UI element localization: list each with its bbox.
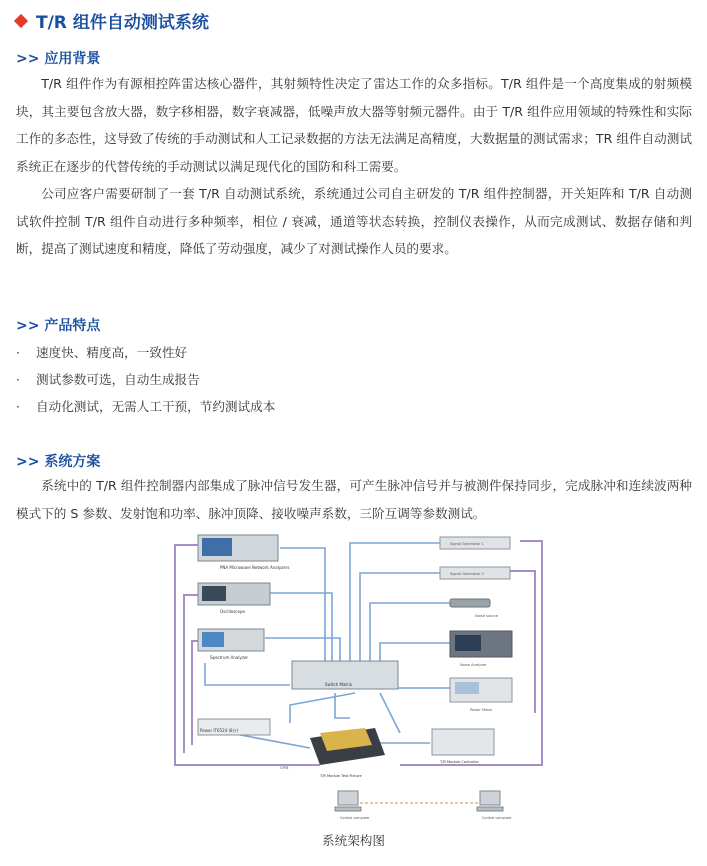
bullet-icon: ·: [16, 399, 21, 414]
switch-matrix-label: Switch Matrix: [325, 682, 353, 687]
noise-analyzer: [450, 631, 512, 667]
section-heading-background: >> 应用背景: [16, 51, 101, 67]
list-item: · 自动化测试，无需人工干预，节约测试成本: [16, 393, 692, 420]
spectrum-analyzer-label: Spectrum Analyzer: [210, 655, 249, 660]
module-controller-label: T/R Module Controller: [440, 760, 479, 764]
power-meter: [450, 678, 512, 712]
system-architecture-diagram: [170, 533, 548, 833]
network-analyzer-label: PNA Microwave Network Analyzers: [220, 565, 290, 570]
noise-source-label: Noise source: [475, 614, 499, 618]
features-list: [16, 339, 692, 420]
section-heading-scheme: >> 系统方案: [16, 454, 101, 470]
signal-generator-2-label: Signal Generator 2: [450, 572, 484, 576]
signal-generator-1: [440, 537, 510, 549]
background-paragraph-2: 公司应客户需要研制了一套 T/R 自动测试系统，系统通过公司自主研发的 T/R 组件控制器，开关矩阵和 T/R 自动测试软件控制 T/R 组件自动进行多种频率，相位 / 衰减，通道等状态转换，控制仪表操作，从而完成测试、数据存储和判断，提高了测试速度和精度，降低了劳动强度，减少了对测试操作人员的要求。: [16, 186, 692, 256]
diamond-icon: [14, 13, 28, 27]
page-title: [16, 8, 209, 33]
module-controller: [432, 729, 494, 764]
signal-generator-2: [440, 567, 510, 579]
control-computer-1-label: Control computer: [340, 816, 370, 820]
gpib-label: GPIB: [280, 766, 289, 770]
test-fixture-label: T/R Module Test Fixture: [320, 774, 362, 778]
spectrum-analyzer: [198, 629, 264, 660]
control-computer-1: [335, 791, 370, 820]
test-fixture: [310, 728, 385, 778]
switch-matrix: [292, 661, 398, 689]
bullet-icon: ·: [16, 345, 21, 360]
power-supply-label: Power IT6524 (8台): [200, 728, 239, 733]
diagram-caption: 系统架构图: [322, 833, 385, 848]
scheme-text: [16, 472, 692, 527]
page-title-text: T/R 组件自动测试系统: [36, 13, 209, 33]
section-heading-features: >> 产品特点: [16, 318, 101, 334]
oscilloscope: [198, 583, 270, 614]
power-supply: [198, 719, 270, 735]
power-meter-label: Power Meter: [470, 708, 493, 712]
network-analyzer: [198, 535, 289, 570]
control-computer-2: [477, 791, 512, 820]
signal-generator-1-label: Signal Generator 1: [450, 542, 484, 546]
oscilloscope-label: Oscilloscope: [220, 609, 245, 614]
scheme-paragraph-1: 系统中的 T/R 组件控制器内部集成了脉冲信号发生器，可产生脉冲信号并与被测件保持同步，完成脉冲和连续波两种模式下的 S 参数、发射饱和功率、脉冲顶降、接收噪声系数，三阶互调等参数测试。: [16, 478, 692, 521]
noise-source: [450, 599, 499, 618]
list-item: · 测试参数可选，自动生成报告: [16, 366, 692, 393]
control-computer-2-label: Control computer: [482, 816, 512, 820]
noise-analyzer-label: Noise Analyzer: [460, 663, 487, 667]
bullet-icon: ·: [16, 372, 21, 387]
background-paragraph-1: T/R 组件作为有源相控阵雷达核心器件，其射频特性决定了雷达工作的众多指标。T/R 组件是一个高度集成的射频模块，其主要包含放大器，数字移相器，数字衰减器，低噪声放大器等射频元器件。由于 T/R 组件应用领域的特殊性和实际工作的多态性，这导致了传统的手动测试和人工记录数据的方法无法满足高精度，大数据量的测试需求；TR 组件自动测试系统正在逐步的代替传统的手动测试以满足现代化的国防和科工需要。: [16, 76, 692, 174]
list-item: · 速度快、精度高，一致性好: [16, 339, 692, 366]
background-text: [16, 70, 692, 263]
